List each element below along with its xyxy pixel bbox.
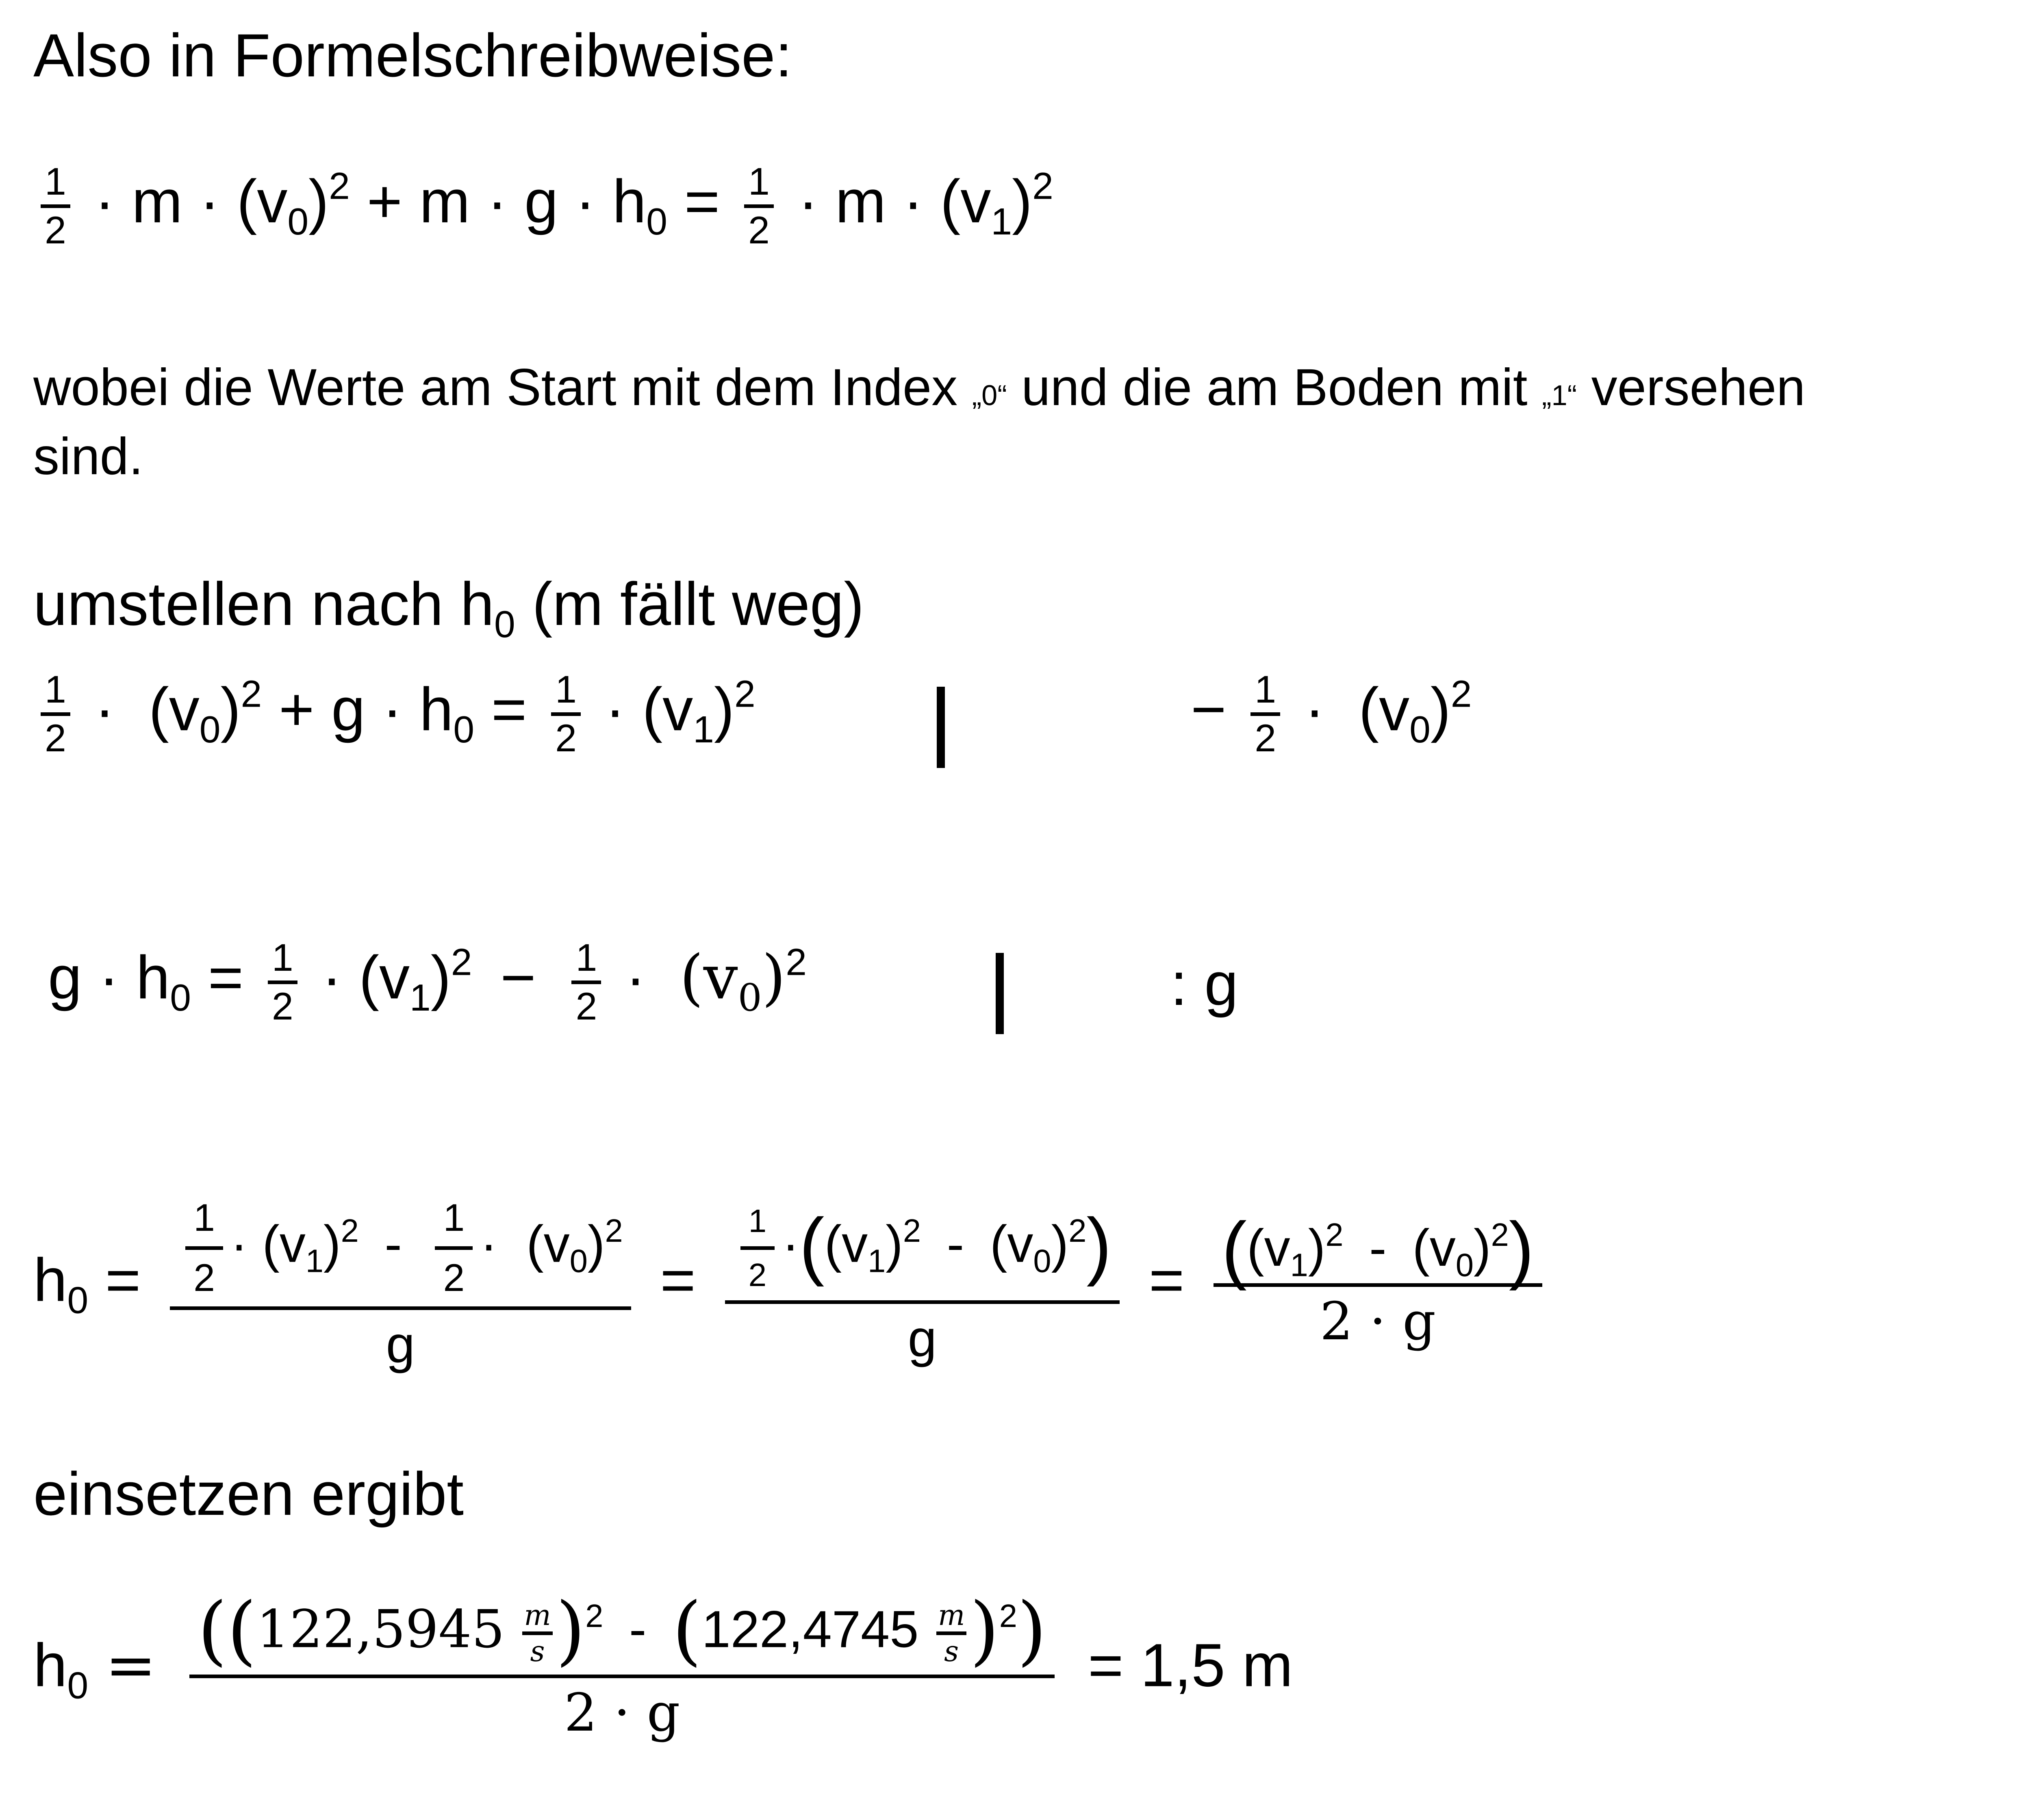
explanation-line-2: sind. — [33, 427, 143, 486]
fraction-half: $\frac{1}{2}$ — [41, 163, 70, 250]
solved-fraction-2: $\frac{1}{2}$ $\cdot((v_1)^2 - (v_0)^2)$ g — [725, 1205, 1120, 1365]
insert-heading: einsetzen ergibt — [33, 1460, 464, 1528]
fraction-half: $\frac{1}{2}$ — [1250, 670, 1280, 758]
solved-fraction-1: $\frac{1}{2}$ · $(v_1)^2$ - $\frac{1}{2}$ · $(v_0)^2$ g — [170, 1199, 631, 1371]
heading: Also in Formelschreibweise: — [33, 21, 792, 89]
fraction-half: $\frac{1}{2}$ — [41, 670, 70, 758]
step-3-equation: $h_0$ = $\frac{1}{2}$ · $(v_1)^2$ - $\frac{1}{2}$ · $(v_0)^2$ g = $\frac{1}{2}$ $\cdot((v_1)^2 - (v_0)^2)$ g = $\frac{((v_1)^2 - (v_0)^2)}{2 \cdot g}$ — [33, 1199, 1554, 1371]
final-fraction: ((122,5945 $\frac{m}{s}$ )$^2$ - (122,4745 $\frac{m}{s}$ )$^2$) 2 · g — [189, 1601, 1055, 1739]
fraction-half: $\frac{1}{2}$ — [740, 1205, 775, 1291]
step-2-equation: $g \cdot h_0$ = $\frac{1}{2}$ · $(v_1)^2$ − $\frac{1}{2}$ · $(v_0)^2$ — [48, 936, 807, 1028]
rearrange-heading: umstellen nach $h_0$ (m fällt weg) — [33, 570, 864, 645]
fraction-half: $\frac{1}{2}$ — [435, 1199, 473, 1297]
unit-m-per-s: $\frac{m}{s}$ — [522, 1601, 552, 1666]
step-1-equation: $\frac{1}{2}$ · $(v_0)^2 + g \cdot h_0$ = $\frac{1}{2}$ · $(v_1)^2$ — [33, 670, 755, 758]
step-1-operation: − $\frac{1}{2}$ · $(v_0)^2$ — [1191, 668, 1472, 760]
fraction-half: $\frac{1}{2}$ — [268, 939, 297, 1026]
solved-fraction-3: $\frac{((v_1)^2 - (v_0)^2)}{2 \cdot g}$ — [1214, 1222, 1542, 1348]
fraction-half: $\frac{1}{2}$ — [185, 1199, 223, 1297]
fraction-half: $\frac{1}{2}$ — [551, 670, 581, 758]
step-2-separator — [996, 953, 1004, 1034]
final-equation: $h_0$ = ((122,5945 $\frac{m}{s}$ )$^2$ - (122,4745 $\frac{m}{s}$ )$^2$) 2 · g = 1,5 m — [33, 1586, 1293, 1743]
final-result: = 1,5 m — [1088, 1631, 1293, 1699]
step-1-separator — [937, 687, 945, 768]
explanation-line-1: wobei die Werte am Start mit dem Index „0“ und die am Boden mit „1“ versehen — [33, 358, 1806, 416]
step-2-operation: : g — [1170, 950, 1238, 1018]
unit-m-per-s: $\frac{m}{s}$ — [936, 1601, 966, 1666]
fraction-half: $\frac{1}{2}$ — [744, 163, 774, 250]
energy-equation: $\frac{1}{2}$ · $m \cdot (v_0)^2 + m \cdot g \cdot h_0$ = $\frac{1}{2}$ · $m \cdot (v_1)^2$ — [33, 163, 1053, 250]
fraction-half: $\frac{1}{2}$ — [571, 939, 601, 1026]
